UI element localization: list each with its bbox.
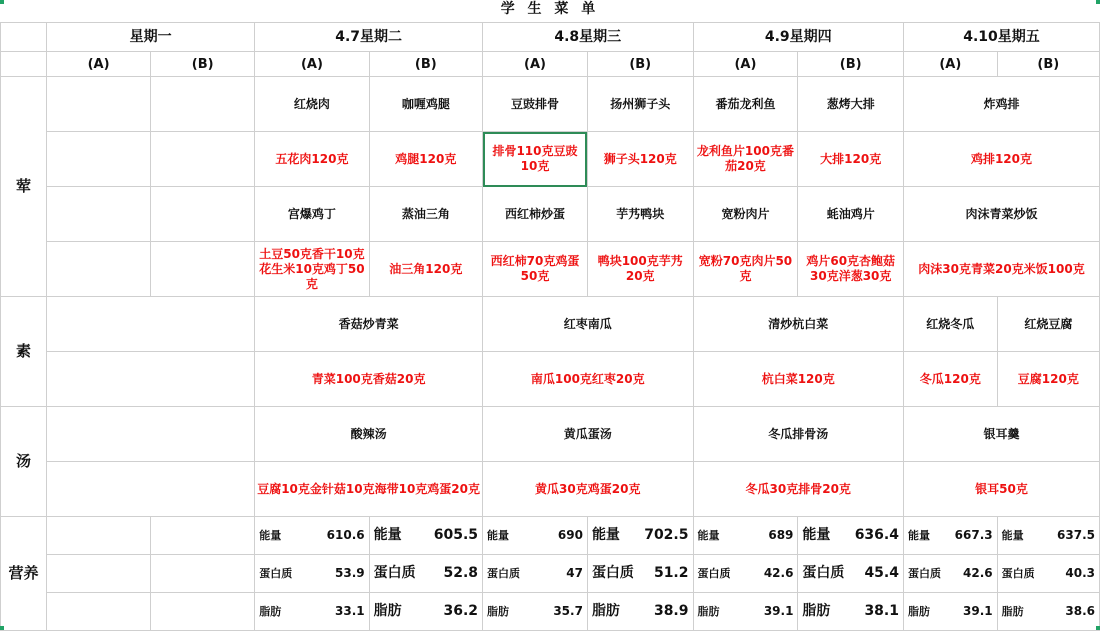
dish-ingredients[interactable]: 冬瓜120克 (903, 352, 997, 407)
empty-cell[interactable] (47, 555, 151, 593)
nutrition-protein-row (1, 555, 1100, 593)
page-title: 学 生 菜 单 (500, 1, 600, 17)
dish-ingredients[interactable]: 鸭块100克芋艿20克 (587, 242, 693, 297)
nutrition-value: 45.4 (864, 565, 899, 581)
nutrition-cell[interactable] (798, 555, 904, 593)
dish-ingredients[interactable]: 大排120克 (798, 132, 904, 187)
option-a[interactable]: (A) (255, 52, 369, 77)
dish-name[interactable]: 银耳羹 (903, 407, 1099, 462)
corner-accent (1096, 0, 1100, 4)
nutrition-label: 蛋白质 (259, 567, 293, 580)
nutrition-value: 35.7 (553, 604, 583, 618)
option-b[interactable]: (B) (151, 52, 255, 77)
dish-ingredients[interactable]: 西红柿70克鸡蛋50克 (483, 242, 588, 297)
dish-ingredients[interactable]: 鸡排120克 (903, 132, 1099, 187)
nutrition-label: 能量 (1001, 529, 1024, 542)
dish-name[interactable]: 蚝油鸡片 (798, 187, 904, 242)
dish-ingredients[interactable]: 黄瓜30克鸡蛋20克 (483, 462, 693, 517)
nutrition-label: 脂肪 (259, 605, 282, 618)
day-header-row (1, 23, 1100, 52)
nutrition-label: 蛋白质 (1001, 567, 1035, 580)
nutrition-cell[interactable] (255, 593, 369, 631)
empty-cell[interactable] (151, 242, 255, 297)
meat-dish-row-2 (1, 187, 1100, 242)
dish-name[interactable]: 肉沫青菜炒饭 (903, 187, 1099, 242)
day-header-wed[interactable]: 4.8星期三 (483, 23, 693, 52)
dish-ingredients[interactable]: 青菜100克香菇20克 (255, 352, 483, 407)
option-b[interactable]: (B) (997, 52, 1099, 77)
nutrition-value: 52.8 (443, 565, 479, 581)
nutrition-value: 33.1 (335, 604, 365, 618)
nutrition-cell[interactable] (997, 593, 1099, 631)
meat-detail-row-2 (1, 242, 1100, 297)
nutrition-cell[interactable] (798, 517, 904, 555)
dish-name[interactable]: 扬州狮子头 (587, 77, 693, 132)
nutrition-cell[interactable] (997, 555, 1099, 593)
dish-name[interactable]: 豆豉排骨 (483, 77, 588, 132)
nutrition-cell[interactable] (903, 517, 997, 555)
empty-cell[interactable] (47, 407, 255, 462)
nutrition-value: 53.9 (335, 566, 365, 580)
dish-name[interactable]: 红烧冬瓜 (903, 297, 997, 352)
nutrition-label: 能量 (591, 527, 620, 543)
dish-ingredients[interactable]: 杭白菜120克 (693, 352, 903, 407)
dish-name[interactable]: 黄瓜蛋汤 (483, 407, 693, 462)
empty-cell[interactable] (47, 462, 255, 517)
nutrition-cell[interactable] (798, 593, 904, 631)
nutrition-label: 蛋白质 (802, 565, 845, 581)
dish-ingredients[interactable]: 鸡腿120克 (369, 132, 482, 187)
empty-cell[interactable] (47, 352, 255, 407)
dish-name[interactable]: 芋艿鸭块 (587, 187, 693, 242)
nutrition-cell[interactable] (903, 593, 997, 631)
dish-name[interactable]: 咖喱鸡腿 (369, 77, 482, 132)
nutrition-value: 47 (566, 566, 583, 580)
nutrition-value: 610.6 (326, 528, 365, 542)
nutrition-value: 38.6 (1065, 604, 1095, 618)
nutrition-label: 脂肪 (591, 603, 620, 619)
nutrition-label: 蛋白质 (907, 567, 941, 580)
dish-ingredients[interactable]: 鸡片60克杏鲍菇30克洋葱30克 (798, 242, 904, 297)
dish-ingredients[interactable]: 龙利鱼片100克番茄20克 (693, 132, 798, 187)
option-a[interactable]: (A) (47, 52, 151, 77)
nutrition-cell[interactable] (483, 555, 588, 593)
dish-name[interactable]: 番茄龙利鱼 (693, 77, 798, 132)
nutrition-label: 脂肪 (1001, 605, 1024, 618)
meat-dish-row-1 (1, 77, 1100, 132)
nutrition-value: 39.1 (963, 604, 993, 618)
nutrition-label: 能量 (802, 527, 831, 543)
empty-cell[interactable] (47, 593, 151, 631)
empty-cell[interactable] (47, 77, 151, 132)
dish-ingredients[interactable]: 油三角120克 (369, 242, 482, 297)
nutrition-label: 蛋白质 (373, 565, 416, 581)
corner-accent (1096, 626, 1100, 630)
nutrition-label: 脂肪 (907, 605, 930, 618)
nutrition-value: 38.9 (653, 603, 689, 619)
nutrition-value: 689 (768, 528, 794, 542)
dish-name[interactable]: 蒸油三角 (369, 187, 482, 242)
dish-ingredients[interactable]: 南瓜100克红枣20克 (483, 352, 693, 407)
nutrition-label: 能量 (259, 529, 282, 542)
option-a[interactable]: (A) (483, 52, 588, 77)
nutrition-value: 39.1 (763, 604, 794, 618)
nutrition-value: 605.5 (433, 527, 479, 543)
category-meat[interactable]: 荤 (1, 77, 47, 297)
nutrition-value: 690 (557, 528, 583, 542)
option-a[interactable]: (A) (903, 52, 997, 77)
nutrition-cell[interactable] (369, 555, 482, 593)
empty-cell[interactable] (47, 187, 151, 242)
nutrition-label: 脂肪 (373, 603, 402, 619)
day-header-tue[interactable]: 4.7星期二 (255, 23, 483, 52)
dish-name[interactable]: 清炒杭白菜 (693, 297, 903, 352)
nutrition-label: 蛋白质 (697, 567, 731, 580)
empty-cell[interactable] (47, 242, 151, 297)
dish-ingredients[interactable]: 肉沫30克青菜20克米饭100克 (903, 242, 1099, 297)
nutrition-fat-row (1, 593, 1100, 631)
dish-ingredients[interactable]: 宽粉70克肉片50克 (693, 242, 798, 297)
dish-name[interactable]: 酸辣汤 (255, 407, 483, 462)
nutrition-label: 能量 (907, 529, 930, 542)
nutrition-cell[interactable] (587, 517, 693, 555)
nutrition-label: 脂肪 (487, 605, 510, 618)
dish-name[interactable]: 宫爆鸡丁 (255, 187, 369, 242)
nutrition-cell[interactable] (369, 593, 482, 631)
nutrition-cell[interactable] (693, 555, 798, 593)
dish-name[interactable]: 宽粉肉片 (693, 187, 798, 242)
day-header-fri[interactable]: 4.10星期五 (903, 23, 1099, 52)
dish-ingredients[interactable]: 狮子头120克 (587, 132, 693, 187)
option-header-row (1, 52, 1100, 77)
category-soup[interactable]: 汤 (1, 407, 47, 517)
dish-ingredients[interactable]: 土豆50克香干10克花生米10克鸡丁50克 (255, 242, 369, 297)
dish-ingredients[interactable]: 豆腐10克金针菇10克海带10克鸡蛋20克 (255, 462, 483, 517)
blank-cell[interactable] (1, 52, 47, 77)
dish-ingredients[interactable]: 五花肉120克 (255, 132, 369, 187)
corner-accent (0, 0, 4, 4)
empty-cell[interactable] (151, 517, 255, 555)
nutrition-value: 42.6 (763, 566, 794, 580)
nutrition-value: 40.3 (1065, 566, 1095, 580)
nutrition-cell[interactable] (369, 517, 482, 555)
dish-name[interactable]: 西红柿炒蛋 (483, 187, 588, 242)
nutrition-cell[interactable] (255, 517, 369, 555)
dish-name[interactable]: 冬瓜排骨汤 (693, 407, 903, 462)
dish-name[interactable]: 炸鸡排 (903, 77, 1099, 132)
nutrition-value: 636.4 (854, 527, 899, 543)
empty-cell[interactable] (47, 517, 151, 555)
nutrition-value: 36.2 (443, 603, 479, 619)
nutrition-energy-row (1, 517, 1100, 555)
nutrition-value: 702.5 (644, 527, 689, 543)
corner-accent (0, 626, 4, 630)
dish-name[interactable]: 香菇炒青菜 (255, 297, 483, 352)
selected-cell[interactable]: 排骨110克豆豉10克 (483, 132, 588, 187)
dish-name[interactable]: 红枣南瓜 (483, 297, 693, 352)
category-veg[interactable]: 素 (1, 297, 47, 407)
empty-cell[interactable] (151, 132, 255, 187)
empty-cell[interactable] (47, 132, 151, 187)
meat-detail-row-1 (1, 132, 1100, 187)
empty-cell[interactable] (47, 297, 255, 352)
menu-table (0, 22, 1100, 631)
nutrition-label: 脂肪 (697, 605, 720, 618)
nutrition-value: 51.2 (653, 565, 689, 581)
empty-cell[interactable] (151, 555, 255, 593)
nutrition-value: 637.5 (1057, 528, 1095, 542)
category-nutrition[interactable]: 营养 (1, 517, 47, 631)
dish-ingredients[interactable]: 冬瓜30克排骨20克 (693, 462, 903, 517)
nutrition-value: 38.1 (864, 603, 899, 619)
nutrition-cell[interactable] (903, 555, 997, 593)
nutrition-value: 667.3 (954, 528, 993, 542)
empty-cell[interactable] (151, 77, 255, 132)
nutrition-cell[interactable] (483, 517, 588, 555)
nutrition-cell[interactable] (693, 593, 798, 631)
nutrition-label: 蛋白质 (487, 567, 521, 580)
dish-ingredients[interactable]: 银耳50克 (903, 462, 1099, 517)
soup-dish-row (1, 407, 1100, 462)
day-header-mon[interactable]: 星期一 (47, 23, 255, 52)
empty-cell[interactable] (151, 593, 255, 631)
nutrition-label: 蛋白质 (591, 565, 634, 581)
day-header-thu[interactable]: 4.9星期四 (693, 23, 903, 52)
nutrition-label: 能量 (487, 529, 510, 542)
nutrition-cell[interactable] (693, 517, 798, 555)
soup-detail-row (1, 462, 1100, 517)
dish-name[interactable]: 红烧肉 (255, 77, 369, 132)
nutrition-cell[interactable] (255, 555, 369, 593)
option-b[interactable]: (B) (369, 52, 482, 77)
veg-dish-row (1, 297, 1100, 352)
nutrition-label: 脂肪 (802, 603, 831, 619)
dish-name[interactable]: 葱烤大排 (798, 77, 904, 132)
option-a[interactable]: (A) (693, 52, 798, 77)
nutrition-label: 能量 (697, 529, 720, 542)
dish-ingredients[interactable]: 豆腐120克 (997, 352, 1099, 407)
nutrition-cell[interactable] (483, 593, 588, 631)
nutrition-value: 42.6 (963, 566, 993, 580)
nutrition-label: 能量 (373, 527, 402, 543)
nutrition-cell[interactable] (587, 593, 693, 631)
nutrition-cell[interactable] (997, 517, 1099, 555)
dish-name[interactable]: 红烧豆腐 (997, 297, 1099, 352)
option-b[interactable]: (B) (798, 52, 904, 77)
option-b[interactable]: (B) (587, 52, 693, 77)
veg-detail-row (1, 352, 1100, 407)
corner-cell[interactable] (1, 23, 47, 52)
nutrition-cell[interactable] (587, 555, 693, 593)
empty-cell[interactable] (151, 187, 255, 242)
